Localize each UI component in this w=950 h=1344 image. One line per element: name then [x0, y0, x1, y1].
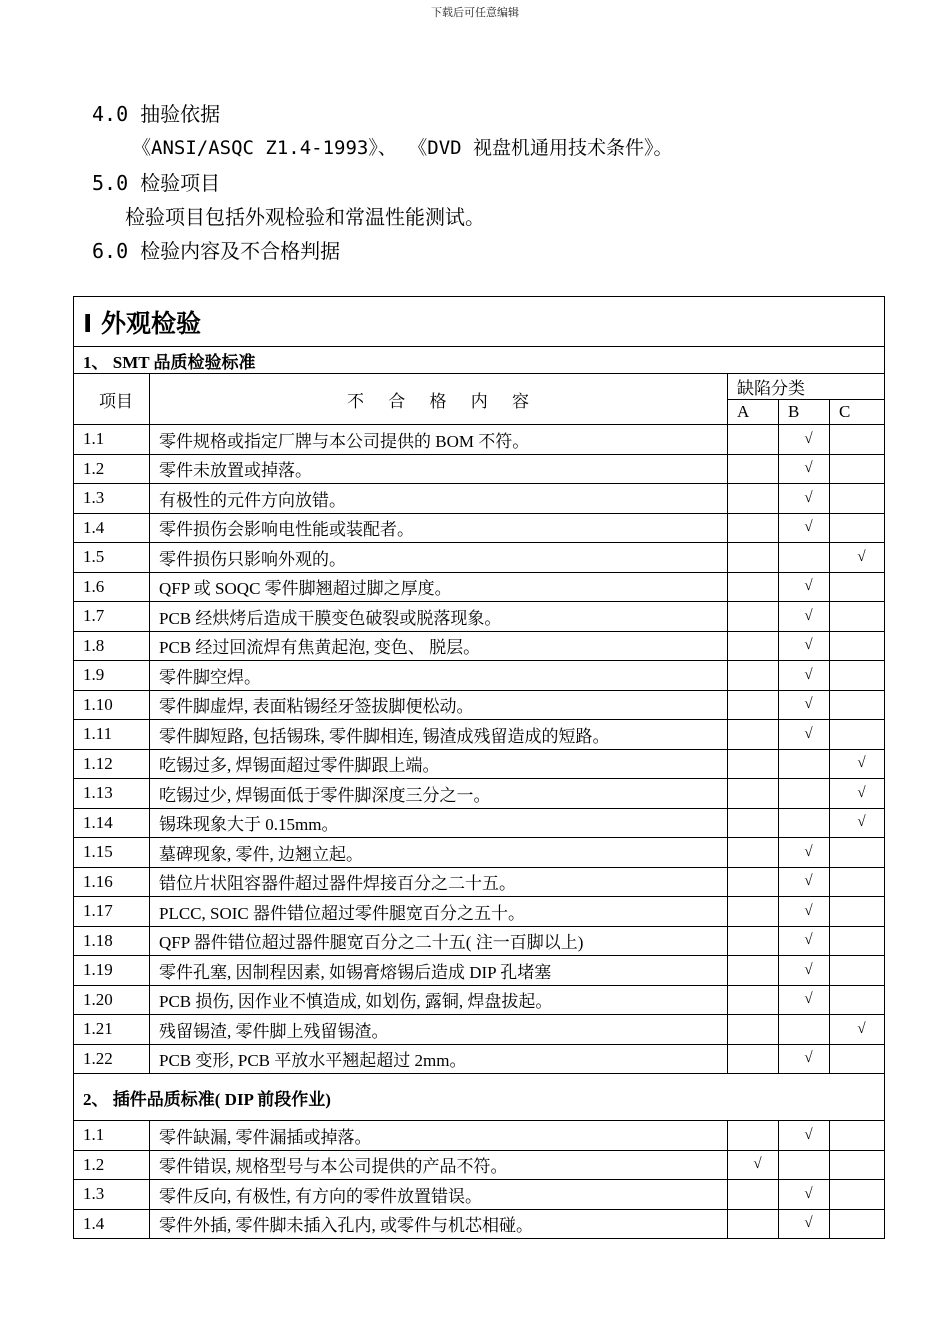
inspection-table [73, 296, 885, 1239]
row-item-number: 1.18 [74, 926, 150, 956]
row-item-number: 1.20 [74, 985, 150, 1015]
check-mark: √ [804, 961, 813, 978]
row-class-c-cell [830, 720, 885, 750]
table-row [74, 631, 885, 661]
row-class-c-cell [830, 1121, 885, 1151]
row-class-b-cell [779, 1209, 830, 1239]
row-class-c-cell [830, 572, 885, 602]
table-row [74, 1209, 885, 1239]
row-defect-description: QFP 器件错位超过器件腿宽百分之二十五( 注一百脚以上) [150, 926, 728, 956]
table-row [74, 513, 885, 543]
check-mark: √ [804, 1215, 813, 1232]
check-mark: √ [804, 696, 813, 713]
row-item-number: 1.11 [74, 720, 150, 750]
row-class-b-cell [779, 1121, 830, 1151]
section-5-body: 检验项目包括外观检验和常温性能测试。 [125, 205, 485, 229]
check-mark: √ [804, 578, 813, 595]
row-defect-description: 残留锡渣, 零件脚上残留锡渣。 [150, 1015, 728, 1045]
row-class-a-cell [728, 543, 779, 573]
check-mark: √ [804, 932, 813, 949]
row-class-b-cell [779, 956, 830, 986]
row-defect-description: 零件脚虚焊, 表面粘锡经牙签拔脚便松动。 [150, 690, 728, 720]
table-row [74, 897, 885, 927]
check-mark: √ [804, 1185, 813, 1202]
table-row [74, 867, 885, 897]
row-class-a-cell [728, 926, 779, 956]
check-mark: √ [857, 548, 866, 565]
row-class-a-cell [728, 1150, 779, 1180]
row-item-number: 1.16 [74, 867, 150, 897]
check-mark: √ [857, 755, 866, 772]
row-class-b-cell [779, 661, 830, 691]
row-class-c-cell [830, 543, 885, 573]
row-defect-description: 零件脚短路, 包括锡珠, 零件脚相连, 锡渣成残留造成的短路。 [150, 720, 728, 750]
row-item-number: 1.9 [74, 661, 150, 691]
row-defect-description: PCB 变形, PCB 平放水平翘起超过 2mm。 [150, 1044, 728, 1074]
check-mark: √ [804, 460, 813, 477]
row-item-number: 1.7 [74, 602, 150, 632]
section-6-title: 6.0 检验内容及不合格判据 [92, 239, 341, 263]
row-class-a-cell [728, 1015, 779, 1045]
column-header-a: A [728, 400, 779, 425]
table-row [74, 602, 885, 632]
row-item-number: 1.3 [74, 484, 150, 514]
row-class-b-cell [779, 454, 830, 484]
row-defect-description: 零件损伤只影响外观的。 [150, 543, 728, 573]
row-defect-description: 零件反向, 有极性, 有方向的零件放置错误。 [150, 1180, 728, 1210]
table-row [74, 720, 885, 750]
row-class-b-cell [779, 543, 830, 573]
row-item-number: 1.21 [74, 1015, 150, 1045]
row-class-c-cell [830, 779, 885, 809]
check-mark: √ [857, 1020, 866, 1037]
table-row [74, 985, 885, 1015]
row-item-number: 1.2 [74, 1150, 150, 1180]
row-class-a-cell [728, 454, 779, 484]
row-item-number: 1.15 [74, 838, 150, 868]
table-title: Ⅰ 外观检验 [74, 297, 885, 347]
row-class-a-cell [728, 602, 779, 632]
row-class-b-cell [779, 1015, 830, 1045]
section-5-title: 5.0 检验项目 [92, 171, 221, 195]
table-row [74, 926, 885, 956]
table-row [74, 838, 885, 868]
check-mark: √ [804, 430, 813, 447]
check-mark: √ [804, 519, 813, 536]
check-mark: √ [804, 843, 813, 860]
row-class-b-cell [779, 749, 830, 779]
row-defect-description: 零件未放置或掉落。 [150, 454, 728, 484]
check-mark: √ [804, 1126, 813, 1143]
check-mark: √ [804, 725, 813, 742]
row-defect-description: 零件脚空焊。 [150, 661, 728, 691]
table-row [74, 1015, 885, 1045]
row-class-b-cell [779, 572, 830, 602]
row-class-b-cell [779, 720, 830, 750]
row-class-b-cell [779, 838, 830, 868]
row-class-c-cell [830, 808, 885, 838]
row-class-a-cell [728, 1180, 779, 1210]
row-defect-description: QFP 或 SOQC 零件脚翘超过脚之厚度。 [150, 572, 728, 602]
check-mark: √ [804, 902, 813, 919]
row-class-a-cell [728, 513, 779, 543]
row-class-b-cell [779, 779, 830, 809]
row-item-number: 1.22 [74, 1044, 150, 1074]
row-defect-description: PCB 损伤, 因作业不慎造成, 如划伤, 露铜, 焊盘拔起。 [150, 985, 728, 1015]
row-item-number: 1.2 [74, 454, 150, 484]
section-4-body: 《ANSI/ASQC Z1.4-1993》、 《DVD 视盘机通用技术条件》。 [132, 137, 673, 159]
row-class-c-cell [830, 749, 885, 779]
check-mark: √ [804, 607, 813, 624]
row-item-number: 1.8 [74, 631, 150, 661]
row-class-a-cell [728, 690, 779, 720]
row-class-c-cell [830, 425, 885, 455]
row-class-b-cell [779, 926, 830, 956]
row-item-number: 1.4 [74, 513, 150, 543]
table-row [74, 425, 885, 455]
table-row [74, 1044, 885, 1074]
row-class-a-cell [728, 631, 779, 661]
table-row [74, 779, 885, 809]
check-mark: √ [753, 1156, 762, 1173]
row-item-number: 1.13 [74, 779, 150, 809]
row-defect-description: 墓碑现象, 零件, 边翘立起。 [150, 838, 728, 868]
row-class-b-cell [779, 425, 830, 455]
row-class-c-cell [830, 1180, 885, 1210]
row-class-b-cell [779, 1044, 830, 1074]
table-row [74, 661, 885, 691]
row-class-a-cell [728, 720, 779, 750]
row-class-b-cell [779, 808, 830, 838]
row-item-number: 1.1 [74, 1121, 150, 1151]
row-class-c-cell [830, 602, 885, 632]
row-class-b-cell [779, 602, 830, 632]
row-class-c-cell [830, 838, 885, 868]
row-defect-description: 锡珠现象大于 0.15mm。 [150, 808, 728, 838]
column-header-content: 不 合 格 内 容 [150, 374, 728, 425]
row-class-a-cell [728, 484, 779, 514]
row-defect-description: 吃锡过多, 焊锡面超过零件脚跟上端。 [150, 749, 728, 779]
page-header-note: 下载后可任意编辑 [431, 6, 519, 19]
row-class-a-cell [728, 985, 779, 1015]
row-class-b-cell [779, 631, 830, 661]
row-item-number: 1.10 [74, 690, 150, 720]
row-class-a-cell [728, 1121, 779, 1151]
column-header-c: C [830, 400, 885, 425]
section-4-title: 4.0 抽验依据 [92, 102, 221, 126]
table-row [74, 808, 885, 838]
row-class-a-cell [728, 1044, 779, 1074]
row-class-a-cell [728, 749, 779, 779]
row-item-number: 1.17 [74, 897, 150, 927]
column-header-b: B [779, 400, 830, 425]
row-class-a-cell [728, 1209, 779, 1239]
row-class-b-cell [779, 985, 830, 1015]
row-defect-description: 有极性的元件方向放错。 [150, 484, 728, 514]
row-defect-description: 零件缺漏, 零件漏插或掉落。 [150, 1121, 728, 1151]
row-class-c-cell [830, 956, 885, 986]
row-class-a-cell [728, 897, 779, 927]
row-class-c-cell [830, 690, 885, 720]
row-defect-description: 零件规格或指定厂牌与本公司提供的 BOM 不符。 [150, 425, 728, 455]
table-row [74, 1121, 885, 1151]
row-class-a-cell [728, 779, 779, 809]
row-class-c-cell [830, 454, 885, 484]
row-class-c-cell [830, 661, 885, 691]
row-defect-description: 错位片状阻容器件超过器件焊接百分之二十五。 [150, 867, 728, 897]
table-row [74, 484, 885, 514]
row-defect-description: 零件错误, 规格型号与本公司提供的产品不符。 [150, 1150, 728, 1180]
row-item-number: 1.12 [74, 749, 150, 779]
row-class-b-cell [779, 484, 830, 514]
row-class-a-cell [728, 661, 779, 691]
row-class-b-cell [779, 513, 830, 543]
check-mark: √ [857, 784, 866, 801]
table-row [74, 749, 885, 779]
row-item-number: 1.1 [74, 425, 150, 455]
row-class-c-cell [830, 897, 885, 927]
row-defect-description: 零件孔塞, 因制程因素, 如锡膏熔锡后造成 DIP 孔堵塞 [150, 956, 728, 986]
check-mark: √ [804, 991, 813, 1008]
row-defect-description: PCB 经烘烤后造成干膜变色破裂或脱落现象。 [150, 602, 728, 632]
row-item-number: 1.4 [74, 1209, 150, 1239]
column-header-defect-class: 缺陷分类 [728, 374, 885, 400]
check-mark: √ [804, 873, 813, 890]
row-class-b-cell [779, 1150, 830, 1180]
row-class-c-cell [830, 1209, 885, 1239]
group-2-title: 2、 插件品质标准( DIP 前段作业) [74, 1074, 885, 1121]
row-item-number: 1.5 [74, 543, 150, 573]
group-1-title: 1、 SMT 品质检验标准 [74, 347, 885, 374]
row-class-a-cell [728, 956, 779, 986]
row-class-b-cell [779, 1180, 830, 1210]
row-class-c-cell [830, 1015, 885, 1045]
row-class-c-cell [830, 484, 885, 514]
table-row [74, 1180, 885, 1210]
table-row [74, 543, 885, 573]
table-row [74, 956, 885, 986]
row-class-c-cell [830, 926, 885, 956]
row-item-number: 1.3 [74, 1180, 150, 1210]
row-class-b-cell [779, 690, 830, 720]
row-class-b-cell [779, 897, 830, 927]
row-class-a-cell [728, 838, 779, 868]
table-row [74, 572, 885, 602]
row-item-number: 1.14 [74, 808, 150, 838]
row-defect-description: 零件外插, 零件脚未插入孔内, 或零件与机芯相碰。 [150, 1209, 728, 1239]
row-class-c-cell [830, 1044, 885, 1074]
check-mark: √ [804, 637, 813, 654]
row-class-c-cell [830, 1150, 885, 1180]
row-class-c-cell [830, 513, 885, 543]
row-defect-description: 零件损伤会影响电性能或装配者。 [150, 513, 728, 543]
row-item-number: 1.19 [74, 956, 150, 986]
row-class-c-cell [830, 985, 885, 1015]
check-mark: √ [804, 1050, 813, 1067]
row-item-number: 1.6 [74, 572, 150, 602]
row-class-a-cell [728, 572, 779, 602]
row-defect-description: 吃锡过少, 焊锡面低于零件脚深度三分之一。 [150, 779, 728, 809]
check-mark: √ [804, 489, 813, 506]
table-row [74, 1150, 885, 1180]
table-row [74, 454, 885, 484]
row-defect-description: PCB 经过回流焊有焦黄起泡, 变色、 脱层。 [150, 631, 728, 661]
column-header-item: 项目 [74, 374, 150, 425]
row-class-a-cell [728, 808, 779, 838]
row-class-c-cell [830, 631, 885, 661]
row-class-a-cell [728, 867, 779, 897]
check-mark: √ [857, 814, 866, 831]
row-class-c-cell [830, 867, 885, 897]
check-mark: √ [804, 666, 813, 683]
row-class-b-cell [779, 867, 830, 897]
table-row [74, 690, 885, 720]
row-class-a-cell [728, 425, 779, 455]
row-defect-description: PLCC, SOIC 器件错位超过零件腿宽百分之五十。 [150, 897, 728, 927]
